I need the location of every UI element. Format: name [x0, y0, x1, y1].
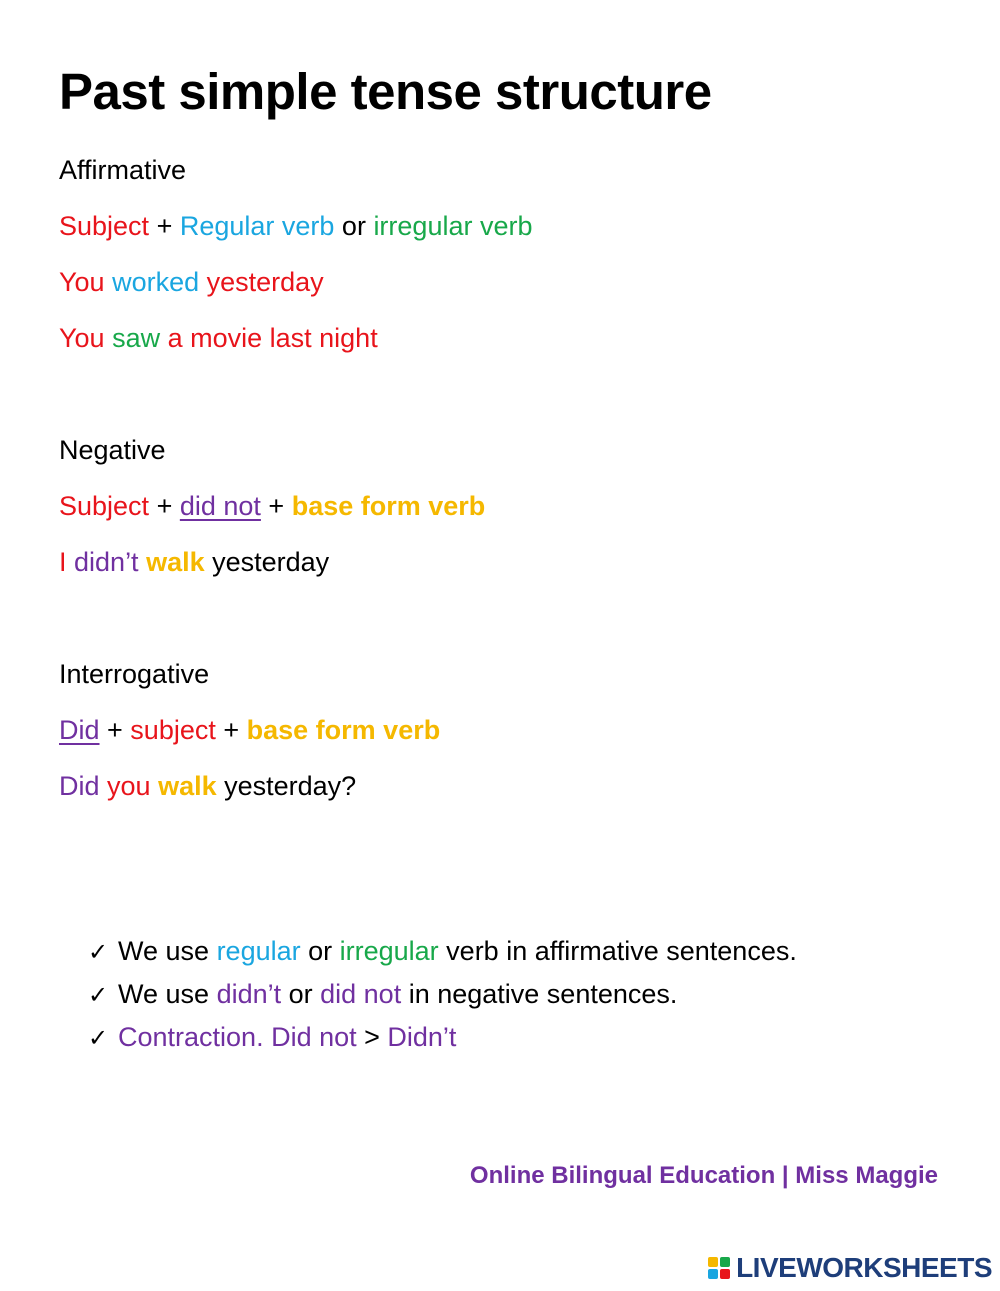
- base-form-verb-term: base form verb: [291, 491, 486, 521]
- example-verb: worked: [112, 267, 200, 297]
- interrogative-heading: Interrogative: [59, 659, 210, 689]
- affirmative-example-2: [59, 321, 378, 355]
- example-auxiliary: didn’t: [74, 547, 147, 577]
- didnt-word: didn’t: [216, 979, 282, 1009]
- negative-heading: Negative: [59, 435, 166, 465]
- interrogative-example: [59, 769, 356, 803]
- check-mark-icon: ✓: [88, 1024, 109, 1052]
- did-not-word: did not: [320, 979, 402, 1009]
- note-item: ✓ We use regular or irregular verb in affirmative sentences.: [88, 934, 797, 969]
- interrogative-structure: [59, 713, 440, 747]
- subject-term: Subject: [59, 211, 150, 241]
- example-rest: yesterday: [199, 267, 324, 297]
- author-credit: Online Bilingual Education | Miss Maggie: [469, 1162, 938, 1189]
- example-subject: You: [59, 323, 113, 353]
- logo-text: LIVEWORKSHEETS: [736, 1252, 992, 1283]
- negative-structure: [59, 489, 485, 523]
- plus-sign: +: [260, 491, 292, 521]
- check-mark-icon: ✓: [88, 938, 109, 966]
- irregular-verb-term: irregular verb: [373, 211, 533, 241]
- note-item: ✓ Contraction. Did not > Didn’t: [88, 1020, 456, 1055]
- subject-term: subject: [130, 715, 216, 745]
- or-word: or: [334, 211, 374, 241]
- negative-example: [59, 545, 329, 579]
- example-rest: yesterday?: [216, 771, 357, 801]
- example-rest: yesterday: [204, 547, 330, 577]
- example-subject: you: [107, 771, 159, 801]
- example-verb: walk: [146, 547, 205, 577]
- example-verb: walk: [158, 771, 217, 801]
- plus-sign: +: [99, 715, 131, 745]
- note-item: ✓ We use didn’t or did not in negative sentences.: [88, 977, 677, 1012]
- example-rest: a movie last night: [160, 323, 378, 353]
- irregular-word: irregular: [339, 936, 439, 966]
- affirmative-structure: [59, 209, 533, 243]
- did-not-term: did not: [179, 491, 261, 521]
- example-subject: I: [59, 547, 75, 577]
- regular-verb-term: Regular verb: [179, 211, 335, 241]
- affirmative-example-1: [59, 265, 324, 299]
- liveworksheets-logo-icon: [708, 1257, 730, 1279]
- regular-word: regular: [216, 936, 301, 966]
- plus-sign: +: [215, 715, 247, 745]
- example-subject: You: [59, 267, 113, 297]
- contraction-text: Contraction. Did not: [118, 1022, 357, 1052]
- liveworksheets-logo[interactable]: [708, 1252, 992, 1284]
- subject-term: Subject: [59, 491, 150, 521]
- example-verb: saw: [112, 323, 161, 353]
- contraction-result: Didn’t: [387, 1022, 457, 1052]
- example-auxiliary: Did: [59, 771, 108, 801]
- plus-sign: +: [149, 491, 180, 521]
- did-term: Did: [59, 715, 100, 745]
- plus-sign: +: [149, 211, 180, 241]
- check-mark-icon: ✓: [88, 981, 109, 1009]
- page-title: Past simple tense structure: [59, 63, 712, 120]
- base-form-verb-term: base form verb: [246, 715, 441, 745]
- affirmative-heading: Affirmative: [59, 155, 187, 185]
